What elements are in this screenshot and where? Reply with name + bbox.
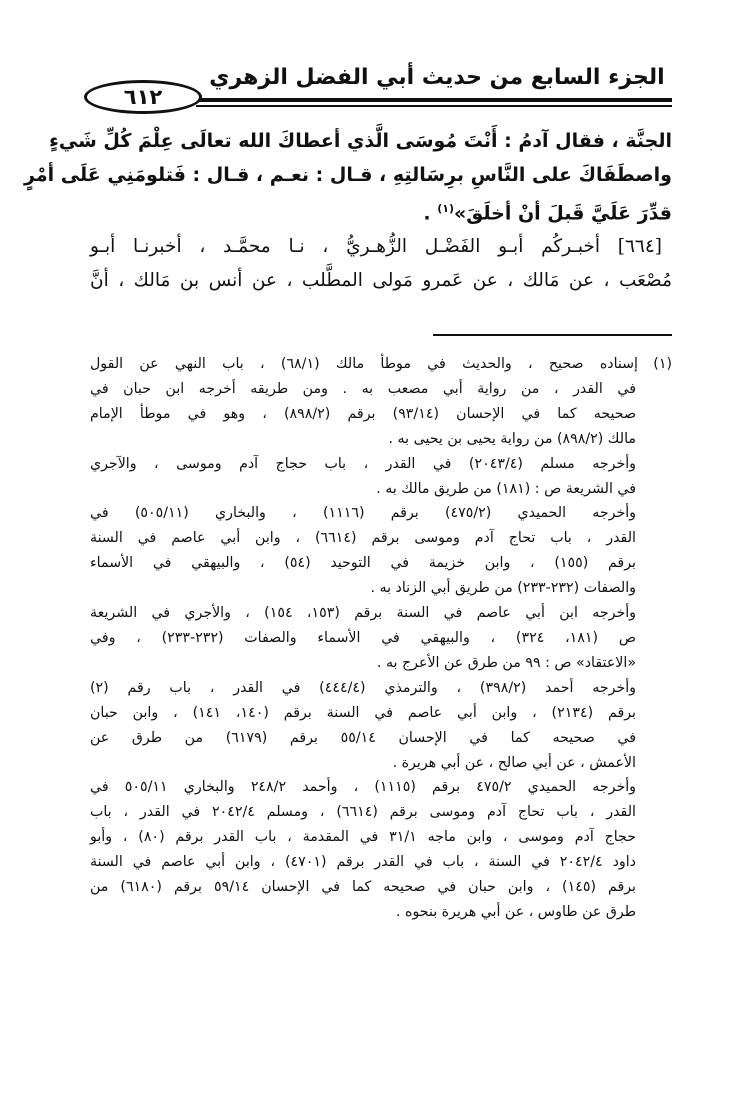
footnote-line: في الشريعة ص : (١٨١) من طريق مالك به . bbox=[376, 480, 636, 497]
main-line: واصطَفَاكَ على النَّاسِ برِسَالتِهِ ، قـال : نعـم ، قـال : فَتلومَنِي عَلَى أمْرٍ bbox=[24, 164, 672, 186]
footnote-line: مالك (٨٩٨/٢) من رواية يحيى بن يحيى به . bbox=[388, 430, 636, 447]
footnote-line: «الاعتقاد» ص : ٩٩ من طرق عن الأعرج به . bbox=[376, 654, 636, 671]
footnote-line: والصفات (٢٣٢-٢٣٣) من طريق أبي الزناد به . bbox=[370, 580, 636, 597]
footnotes bbox=[90, 352, 672, 925]
footnote-number: (١) bbox=[653, 356, 672, 372]
footnote-divider bbox=[433, 334, 672, 336]
footnote-line: القدر ، باب تحاج آدم وموسى برقم (٦٦١٤) ، ومسلم ٢٠٤٢/٤ في القدر ، باب bbox=[90, 804, 636, 821]
footnote-line: وأخرجه الحميدي ٤٧٥/٢ برقم (١١١٥) ، وأحمد ٢٤٨/٢ والبخاري ٥٠٥/١١ في bbox=[90, 779, 637, 796]
header-rule-thin bbox=[196, 105, 672, 107]
running-title: الجزء السابع من حديث أبي الفضل الزهري bbox=[209, 64, 665, 90]
footnote-line: وأخرجه ابن أبي عاصم في السنة برقم (١٥٣، ١٥٤) ، والأجري في الشريعة bbox=[90, 605, 637, 622]
footnote-line: (١)إسناده صحيح ، والحديث في موطأ مالك (٦٨/١) ، باب النهي عن القول bbox=[90, 352, 672, 377]
main-line: الجنَّة ، فقال آدمُ : أَنْتَ مُوسَى الَّذي أعطاكَ الله تعالَى عِلْمَ كُلِّ شَيءٍ bbox=[49, 130, 672, 152]
footnote-line: وأخرجه الحميدي (٤٧٥/٢) برقم (١١١٦) ، والبخاري (٥٠٥/١١) في bbox=[90, 505, 637, 522]
footnote-line: في صحيحه كما في الإحسان ٥٥/١٤ برقم (٦١٧٩) من طرق عن bbox=[90, 729, 637, 746]
hadith-line: مُصْعَب ، عن مَالك ، عن عَمرو مَولى المطَّلب ، عن أنس بن مَالك ، أنَّ bbox=[90, 270, 672, 292]
footnote-line: برقم (١٥٥) ، وابن خزيمة في التوحيد (٥٤) ، والبيهقي في الأسماء bbox=[90, 555, 636, 572]
footnote-line: صحيحه كما في الإحسان (٩٣/١٤) برقم (٨٩٨/٢) ، وهو في موطأ الإمام bbox=[90, 405, 636, 422]
footnote-line: ص (١٨١، ٣٢٤) ، والبيهقي في الأسماء والصفات (٢٣٢-٢٣٣) ، وفي bbox=[90, 629, 636, 646]
hadith-line: [٦٦٤] أخبـركُم أبـو الفَضْـل الزُّهـريُّ ، نـا محمَّـد ، أخبرنـا أبـو bbox=[90, 236, 662, 258]
footnote-line: حجاج آدم وموسى ، وابن ماجه ٣١/١ في المقدمة ، باب القدر برقم (٨٠) ، وأبو bbox=[90, 829, 636, 846]
footnote-line: وأخرجه مسلم (٢٠٤٣/٤) في القدر ، باب حجاج آدم وموسى ، والآجري bbox=[90, 455, 637, 472]
footnote-line: القدر ، باب تحاج آدم وموسى برقم (٦٦١٤) ، وابن أبي عاصم في السنة bbox=[90, 530, 636, 547]
footnote-line: برقم (٢١٣٤) ، وابن أبي عاصم في السنة برقم (١٤٠، ١٤١) ، وابن حبان bbox=[90, 704, 637, 721]
main-text bbox=[24, 124, 672, 298]
footnote-line: وأخرجه أحمد (٣٩٨/٢) ، والترمذي (٤٤٤/٤) في القدر ، باب رقم (٢) bbox=[90, 679, 636, 696]
footnote-line: في القدر ، من رواية أبي مصعب به . ومن طريقه أخرجه ابن حبان في bbox=[90, 380, 636, 397]
footnote-line: الأعمش ، عن أبي صالح ، عن أبي هريرة . bbox=[392, 754, 636, 771]
footnote-ref: (١) bbox=[437, 202, 454, 215]
footnote-line: برقم (١٤٥) ، وابن حبان في صحيحه كما في الإحسان ٥٩/١٤ برقم (٦١٨٠) من bbox=[90, 879, 637, 896]
page-number: ٦١٢ bbox=[84, 80, 202, 114]
main-line: قدِّرَ عَلَيَّ قَبلَ أنْ أخلَقَ»$^{(١)}$ . bbox=[423, 202, 672, 225]
page-header bbox=[84, 54, 672, 116]
footnote-line: داود ٢٠٤٢/٤ في السنة ، باب في القدر برقم (٤٧٠١) ، وابن أبي عاصم في السنة bbox=[90, 854, 636, 871]
header-rule bbox=[196, 98, 672, 102]
footnote-line: طرق عن طاوس ، عن أبي هريرة بنحوه . bbox=[396, 903, 636, 920]
